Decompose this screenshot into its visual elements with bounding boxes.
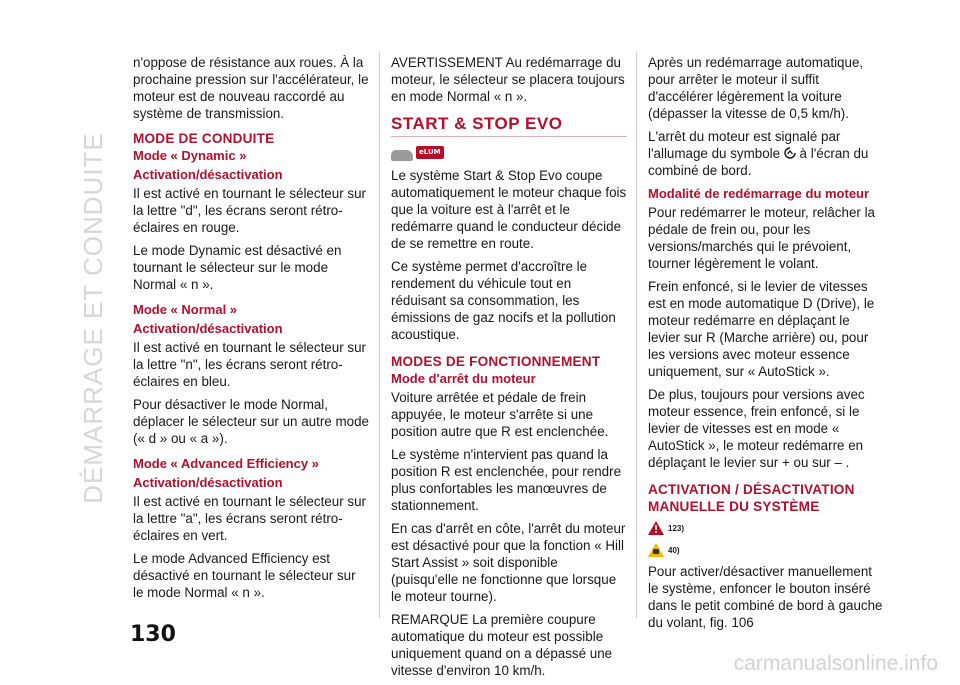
paragraph: Après un redémarrage automatique, pour arrêter le moteur il suffit d'accélérer légèrement la voiture (dépasser la vitesse de 0,5 km/h).: [648, 55, 864, 121]
paragraph: Pour désactiver le mode Normal, déplacer le sélecteur sur un autre mode (« d » ou « a »).: [133, 397, 369, 446]
column-2: [391, 54, 627, 685]
paragraph: n'oppose de résistance aux roues. À la prochaine pression sur l'accélérateur, le moteur est de nouveau raccordé au système de transmission.: [133, 55, 369, 121]
column-divider: [636, 52, 637, 618]
paragraph: Il est activé en tournant le sélecteur sur la lettre "d", les écrans seront rétro-éclaires en rouge.: [133, 186, 366, 235]
caution-hand-icon: [648, 543, 664, 557]
caution-ref-row: 40): [648, 541, 884, 559]
column-divider: [379, 52, 380, 618]
elum-badge: eLUM: [416, 146, 444, 159]
paragraph: Il est activé en tournant le sélecteur sur la lettre "a", les écrans seront rétro-éclaires en vert.: [133, 494, 366, 543]
subheading: Mode d'arrêt du moteur: [391, 371, 536, 386]
paragraph: AVERTISSEMENT Au redémarrage du moteur, le sélecteur se placera toujours en mode Normal « n ».: [391, 55, 625, 104]
subheading: Mode « Dynamic »: [133, 148, 247, 163]
subheading: Activation/désactivation: [133, 475, 283, 490]
subheading: Mode « Normal »: [133, 302, 238, 317]
subheading: Activation/désactivation: [133, 321, 283, 336]
section-heading-mode: MODE DE CONDUITE: [133, 131, 275, 146]
paragraph: Le système n'intervient pas quand la position R est enclenchée, pour rendre plus confortables les manœuvres de stationnement.: [391, 447, 622, 513]
paragraph: REMARQUE La première coupure automatique du moteur est possible uniquement quand on a dépassé une vitesse d'environ 10 km/h.: [391, 612, 613, 678]
paragraph: En cas d'arrêt en côte, l'arrêt du moteur est désactivé pour que la fonction « Hill Start Assist » soit disponible (puisqu'elle ne fonctionne que lorsque le moteur tourne).: [391, 521, 626, 604]
column-1: [133, 54, 369, 607]
section-heading-activation-2: MANUELLE DU SYSTÈME: [648, 499, 820, 514]
paragraph-symbol: L'arrêt du moteur est signalé par l'allumage du symbole à l'écran du combiné de bord.: [648, 129, 869, 178]
watermark: carmanualsonline.info: [733, 652, 938, 675]
subheading: Modalité de redémarrage du moteur: [648, 186, 870, 201]
paragraph: Frein enfoncé, si le levier de vitesses est en mode automatique D (Drive), le moteur redémarre en déplaçant le levier sur R (Marche arrière) ou, pour les versions avec moteur essence uniquement, sur « AutoStick ».: [648, 279, 875, 379]
paragraph: Ce système permet d'accroître le rendement du véhicule tout en réduisant sa consommation, les émissions de gaz nocifs et la pollution acoustique.: [391, 259, 616, 342]
paragraph: Le mode Dynamic est désactivé en tournant le sélecteur sur le mode Normal « n ».: [133, 243, 342, 292]
section-heading-activation: ACTIVATION / DÉSACTIVATION: [648, 482, 855, 497]
warning-triangle-red-icon: [648, 521, 664, 535]
paragraph: Voiture arrêtée et pédale de frein appuyée, le moteur s'arrête si une position autre que R est enclenchée.: [391, 390, 609, 439]
page-number: 130: [130, 622, 176, 647]
paragraph: De plus, toujours pour versions avec moteur essence, frein enfoncé, si le levier de vitesses est en mode « AutoStick », le moteur redémarre en déplaçant le levier sur + ou sur – .: [648, 387, 865, 470]
section-heading-modes: MODES DE FONCTIONNEMENT: [391, 354, 601, 369]
paragraph: Le mode Advanced Efficiency est désactivé en tournant le sélecteur sur le mode Normal « n ».: [133, 551, 356, 600]
warning-ref-row: 123): [648, 519, 884, 537]
subheading: Mode « Advanced Efficiency »: [133, 456, 319, 471]
paragraph: Le système Start & Stop Evo coupe automatiquement le moteur chaque fois que la voiture est à l'arrêt et le redémarre quand le conducteur décide de se remettre en route.: [391, 168, 627, 251]
car-icon: [391, 150, 413, 161]
version-badge-row: [391, 143, 627, 161]
subheading: Activation/désactivation: [133, 167, 283, 182]
start-stop-symbol-icon: [784, 147, 796, 159]
paragraph: Pour activer/désactiver manuellement le système, enfoncer le bouton inséré dans le petit combiné de bord à gauche du volant, fig. 106: [648, 564, 883, 630]
paragraph: Pour redémarrer le moteur, relâcher la pédale de frein ou, pour les versions/marchés qui le prévoient, tourner légèrement le volant.: [648, 205, 875, 271]
column-3: [648, 54, 884, 637]
section-heading-start-stop: START & STOP EVO: [391, 115, 627, 137]
paragraph: Il est activé en tournant le sélecteur sur la lettre "n", les écrans seront rétro-éclaires en bleu.: [133, 340, 366, 389]
